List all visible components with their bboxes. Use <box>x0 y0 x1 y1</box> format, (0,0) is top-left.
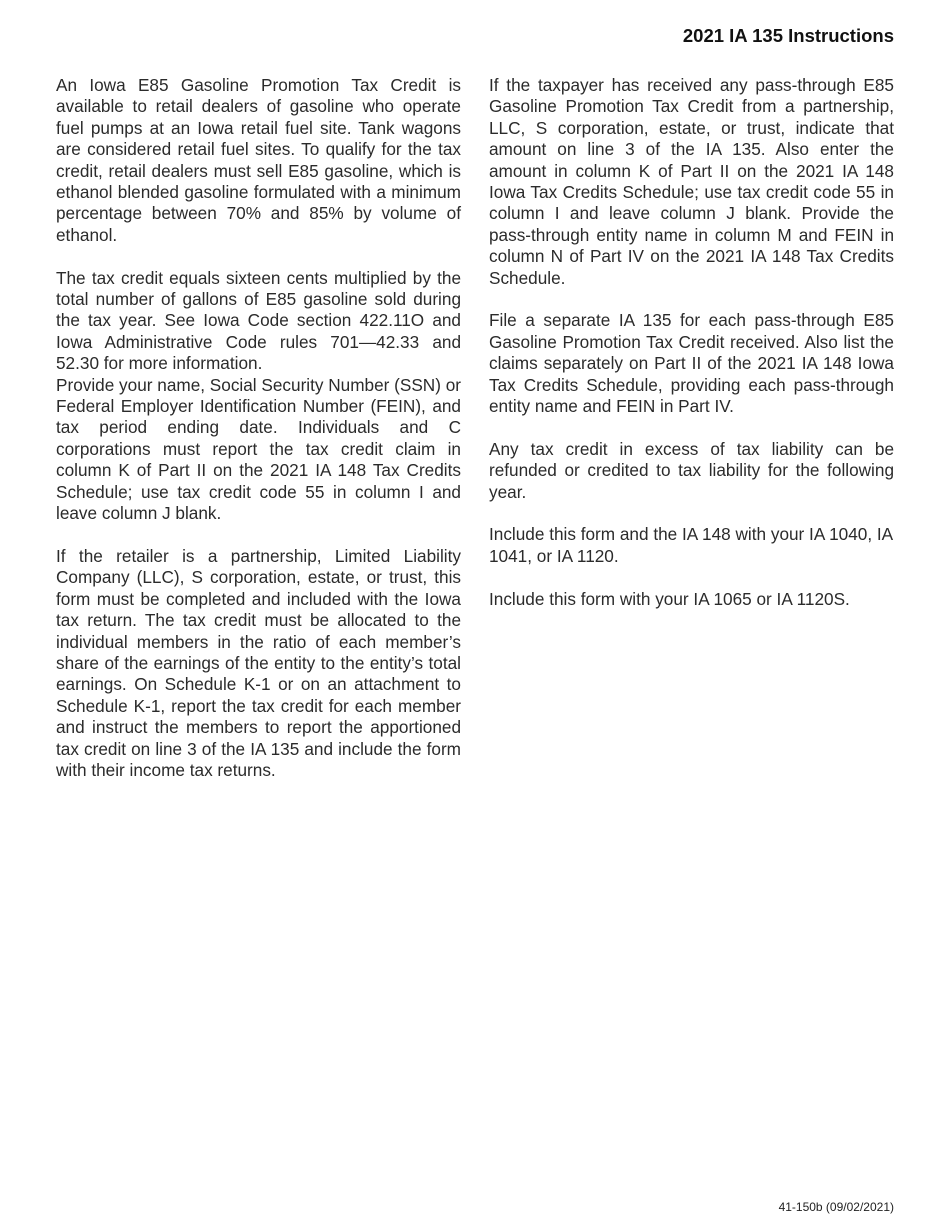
page-title: 2021 IA 135 Instructions <box>682 25 894 46</box>
credit-amount-paragraph: The tax credit equals sixteen cents multiplied by the total number of gallons of E85 gasoline sold during the tax year. See Iowa Code section 422.11O and Iowa Administrative Code rules 701—42.33 and 52.30 for more information. <box>56 267 461 374</box>
separate-form-paragraph: File a separate IA 135 for each pass-through E85 Gasoline Promotion Tax Credit received. Also list the claims separately on Part II of the 2021 IA 148 Iowa Tax Credits Schedule, providing each pass-through entity name and FEIN in Part IV. <box>489 310 894 417</box>
include-individual-paragraph: Include this form and the IA 148 with your IA 1040, IA 1041, or IA 1120. <box>489 524 893 566</box>
refund-paragraph: Any tax credit in excess of tax liability can be refunded or credited to tax liability for the following year. <box>489 438 894 502</box>
pass-through-entity-paragraph: If the retailer is a partnership, Limited Liability Company (LLC), S corporation, estate, or trust, this form must be completed and included with the Iowa tax return. The tax credit must be allocated to the individual members in the ratio of each member’s share of the earnings of the entity to the entity’s total earnings. On Schedule K-1 or on an attachment to Schedule K-1, report the tax credit for each member and instruct the members to report the apportioned tax credit on line 3 of the IA 135 and include the form with their income tax returns. <box>56 545 461 780</box>
left-column <box>56 75 461 781</box>
intro-paragraph: An Iowa E85 Gasoline Promotion Tax Credit is available to retail dealers of gasoline who operate fuel pumps at an Iowa retail fuel site. Tank wagons are considered retail fuel sites. To qualify for the tax credit, retail dealers must sell E85 gasoline, which is ethanol blended gasoline formulated with a minimum percentage between 70% and 85% by volume of ethanol. <box>56 75 461 245</box>
right-column <box>489 75 894 610</box>
reporting-paragraph: Provide your name, Social Security Number (SSN) or Federal Employer Identification Number (FEIN), and tax period ending date. Individuals and C corporations must report the tax credit claim in column K of Part II on the 2021 IA 148 Tax Credits Schedule; use tax credit code 55 in column I and leave column J blank. <box>56 374 462 524</box>
received-pass-through-paragraph: If the taxpayer has received any pass-through E85 Gasoline Promotion Tax Credit from a partnership, LLC, S corporation, estate, or trust, indicate that amount on line 3 of the IA 135. Also enter the amount in column K of Part II on the 2021 IA 148 Iowa Tax Credits Schedule; use tax credit code 55 in column I and leave column J blank. Provide the pass-through entity name in column M and FEIN in column N of Part IV on the 2021 IA 148 Tax Credits Schedule. <box>489 75 894 288</box>
include-partnership-paragraph: Include this form with your IA 1065 or IA 1120S. <box>489 588 850 609</box>
form-code: 41-150b (09/02/2021) <box>778 1200 894 1214</box>
